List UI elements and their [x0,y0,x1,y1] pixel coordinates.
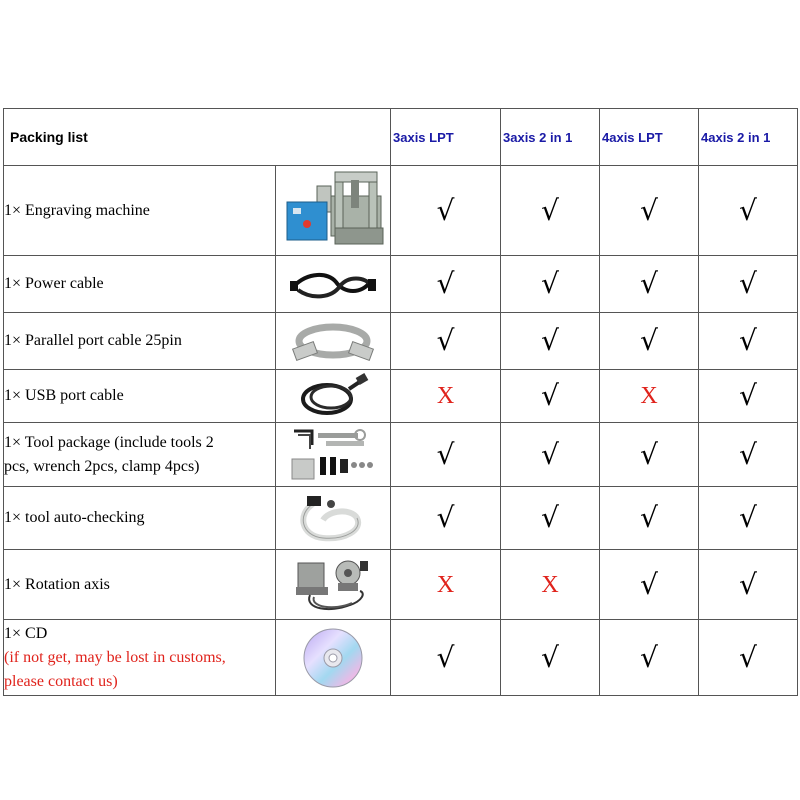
item-label [4,423,276,487]
check-mark: √ [640,567,658,601]
config-4axis-lpt: 4axis LPT [600,109,699,166]
check-mark: √ [436,324,455,357]
mark-cell [391,550,501,620]
mark-cell [501,550,600,620]
cross-mark: X [436,383,455,409]
cross-mark: X [436,571,455,598]
power-cable-photo [288,264,378,304]
check-mark: √ [640,267,658,300]
mark-cell [501,166,600,256]
mark-cell [600,620,699,696]
check-mark: √ [541,324,559,357]
mark-cell [699,423,798,487]
packing-list-table [3,108,798,696]
mark-cell [699,313,798,370]
item-label: 1× tool auto-checking [4,487,276,550]
mark-cell [699,620,798,696]
customs-note: (if not get, may be lost in customs, [4,648,226,666]
check-mark: √ [541,267,559,300]
mark-cell [501,423,600,487]
packing-list-title: Packing list [4,109,391,166]
check-mark: √ [739,193,757,227]
item-label [4,620,276,696]
check-mark: √ [640,324,658,357]
mark-cell [501,313,600,370]
customs-note: please contact us) [4,672,118,690]
mark-cell [600,423,699,487]
check-mark: √ [739,324,757,357]
cd-photo [301,626,365,690]
mark-cell [391,313,501,370]
mark-cell [501,256,600,313]
mark-cell [699,370,798,423]
mark-cell [391,256,501,313]
mark-cell [600,256,699,313]
mark-cell [391,487,501,550]
item-label: 1× Engraving machine [4,166,276,256]
check-mark: √ [541,501,559,534]
check-mark: √ [541,193,559,227]
config-4axis-2in1: 4axis 2 in 1 [699,109,798,166]
parallel-cable-photo [288,317,378,365]
item-label-line: pcs, wrench 2pcs, clamp 4pcs) [4,457,200,475]
table-row [4,620,798,696]
mark-cell [699,487,798,550]
mark-cell [699,256,798,313]
item-label-line: 1× Tool package (include tools 2 [4,433,214,451]
mark-cell [600,370,699,423]
rotation-axis-photo [290,553,376,617]
check-mark: √ [436,501,455,534]
item-label: 1× Parallel port cable 25pin [4,313,276,370]
item-label: 1× Rotation axis [4,550,276,620]
check-mark: √ [541,640,559,674]
mark-cell [391,166,501,256]
config-3axis-lpt: 3axis LPT [391,109,501,166]
table-row [4,166,798,256]
mark-cell [391,620,501,696]
table-row [4,550,798,620]
auto-checking-photo [293,490,373,546]
mark-cell [501,370,600,423]
table-row [4,423,798,487]
mark-cell [391,423,501,487]
table-row [4,256,798,313]
mark-cell [600,166,699,256]
mark-cell [600,313,699,370]
mark-cell [501,620,600,696]
check-mark: √ [739,267,757,300]
mark-cell [600,487,699,550]
tool-package-photo [288,427,378,483]
check-mark: √ [739,379,757,412]
item-label: 1× USB port cable [4,370,276,423]
check-mark: √ [739,501,757,534]
table-row [4,313,798,370]
item-label-line: 1× CD [4,624,48,642]
table-row [4,370,798,423]
mark-cell [699,166,798,256]
check-mark: √ [739,437,757,471]
table-row [4,487,798,550]
check-mark: √ [436,437,455,471]
mark-cell [501,487,600,550]
check-mark: √ [640,193,658,227]
check-mark: √ [640,437,658,471]
cross-mark: X [640,383,658,409]
check-mark: √ [541,437,559,471]
mark-cell [391,370,501,423]
check-mark: √ [541,379,559,412]
check-mark: √ [739,640,757,674]
header-row [4,109,798,166]
mark-cell [600,550,699,620]
check-mark: √ [640,640,658,674]
config-3axis-2in1: 3axis 2 in 1 [501,109,600,166]
check-mark: √ [436,193,455,227]
check-mark: √ [436,267,455,300]
usb-cable-photo [293,373,373,419]
cross-mark: X [541,571,559,598]
mark-cell [699,550,798,620]
check-mark: √ [739,567,757,601]
item-label: 1× Power cable [4,256,276,313]
check-mark: √ [436,640,455,674]
check-mark: √ [640,501,658,534]
engraving-machine-photo [279,168,387,254]
